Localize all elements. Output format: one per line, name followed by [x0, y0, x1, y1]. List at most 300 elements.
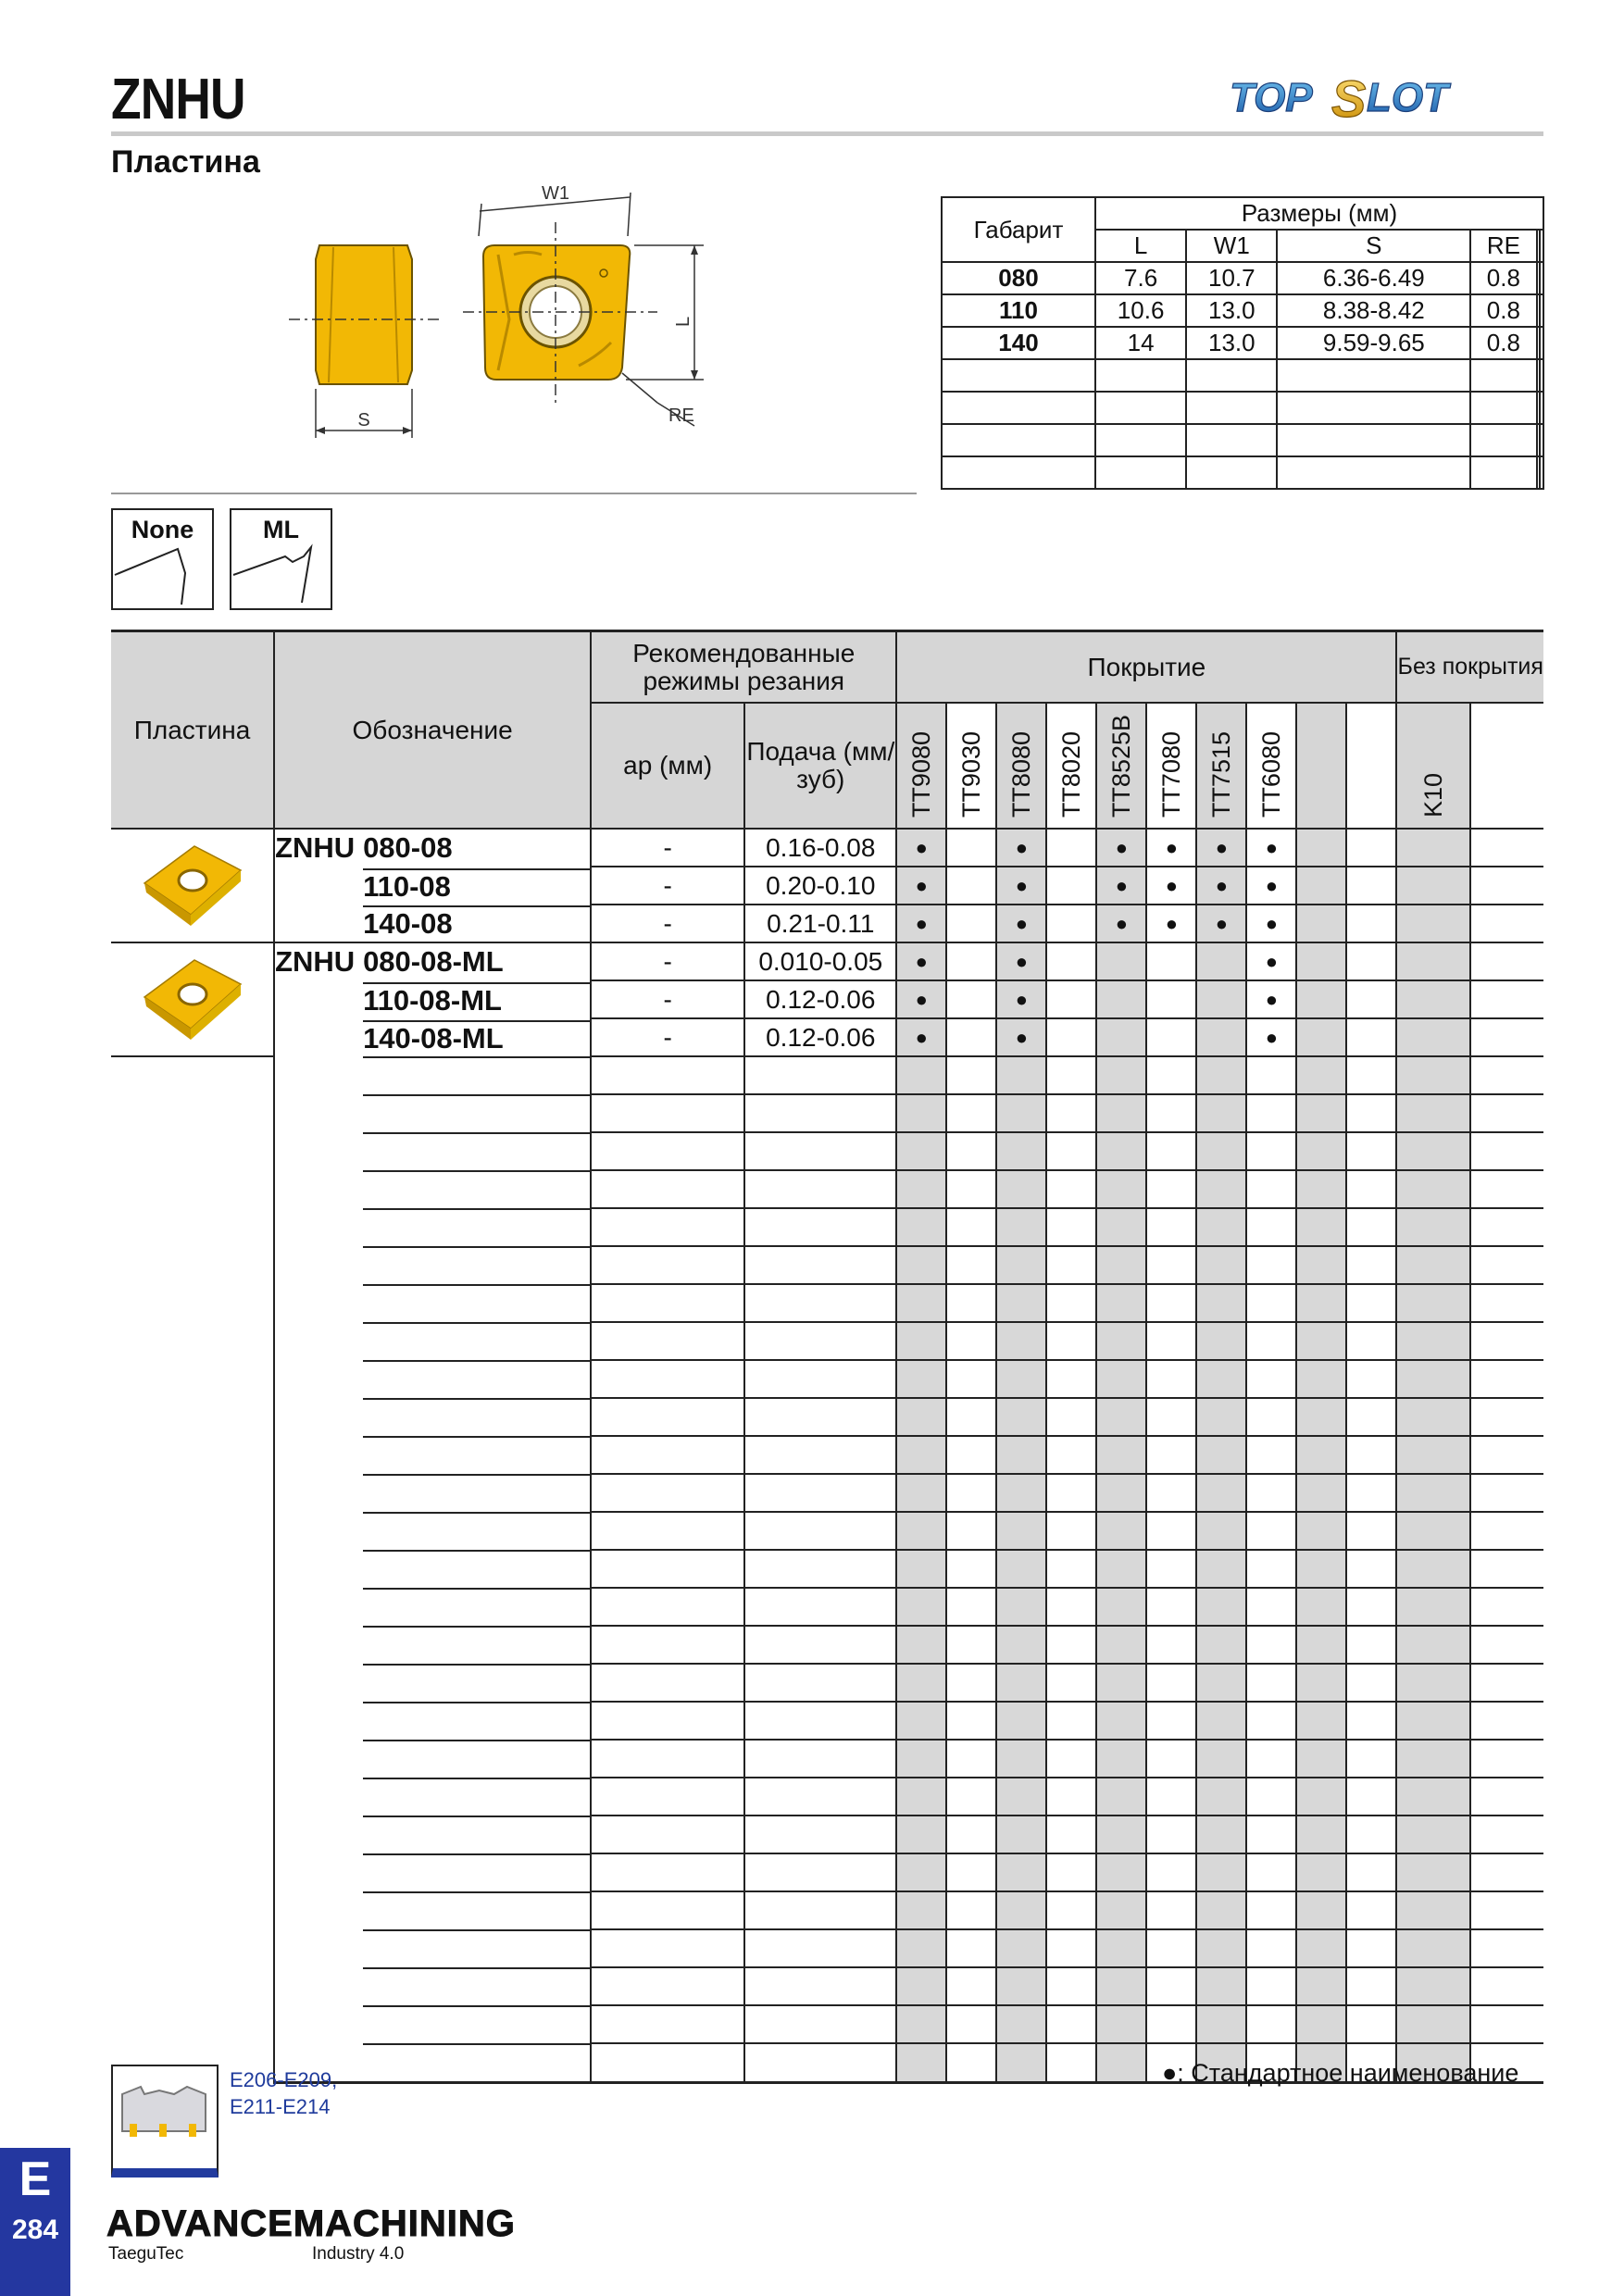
grade-cell	[1396, 1132, 1470, 1170]
grade-cell	[1246, 1132, 1296, 1170]
grade-cell	[946, 1740, 996, 1778]
grade-cell	[1196, 1626, 1246, 1664]
designation-code: 110-08	[363, 868, 590, 904]
grade-cell	[1396, 1664, 1470, 1702]
table-row	[111, 1816, 1543, 1853]
designation-cell	[274, 2005, 591, 2043]
grade-cell	[946, 1588, 996, 1626]
grade-cell	[1246, 1322, 1296, 1360]
grade-cell	[1346, 1664, 1396, 1702]
grade-cell	[1196, 1664, 1246, 1702]
grade-cell	[1096, 1132, 1146, 1170]
grade-cell	[996, 1626, 1046, 1664]
designation-cell	[274, 1702, 591, 1740]
table-row	[111, 1132, 1543, 1170]
grade-cell	[1346, 905, 1396, 942]
ap-cell	[591, 1702, 744, 1740]
designation-cell	[274, 1626, 591, 1664]
table-row	[111, 867, 1543, 905]
grade-label: TT8020	[1056, 730, 1085, 817]
table-row	[111, 1322, 1543, 1360]
grade-cell	[1296, 1778, 1346, 1816]
feed-cell	[744, 1512, 896, 1550]
chipbreaker-none	[111, 508, 214, 610]
grade-cell	[1296, 1816, 1346, 1853]
ap-cell	[591, 1170, 744, 1208]
designation-cell	[274, 1170, 591, 1208]
grade-cell	[1246, 1929, 1296, 1967]
grade-cell	[1246, 1778, 1296, 1816]
grade-cell	[1396, 829, 1470, 867]
grade-cell	[996, 1360, 1046, 1398]
grade-cell	[896, 2043, 946, 2083]
designation-code	[363, 1816, 590, 1853]
table-row	[111, 1398, 1543, 1436]
designation-code	[363, 1132, 590, 1170]
designation-cell	[274, 1436, 591, 1474]
grade-cell	[1296, 1246, 1346, 1284]
grade-cell	[1046, 1891, 1096, 1929]
grade-cell	[996, 2043, 1046, 2083]
grade-cell	[1346, 980, 1396, 1018]
grade-cell	[1246, 1170, 1296, 1208]
grade-cell	[946, 1853, 996, 1891]
feed-cell: 0.12-0.06	[744, 980, 896, 1018]
dims-size-cell: 110	[942, 294, 1095, 327]
designation-cell	[274, 829, 591, 867]
grade-cell	[1296, 942, 1346, 980]
grade-cell	[1396, 980, 1470, 1018]
col-uncoated-header: Без покрытия	[1396, 631, 1543, 704]
col-feed-header: Подача (мм/зуб)	[744, 703, 896, 829]
grade-cell	[1470, 1246, 1543, 1284]
page-subtitle: Пластина	[111, 144, 260, 180]
grade-cell	[1046, 1664, 1096, 1702]
dims-size-cell	[942, 392, 1095, 424]
table-row	[111, 1853, 1543, 1891]
table-row	[111, 942, 1543, 980]
grade-cell	[1396, 1626, 1470, 1664]
grade-cell	[1346, 1208, 1396, 1246]
ap-cell	[591, 1512, 744, 1550]
grade-cell	[1346, 1702, 1396, 1740]
designation-cell	[274, 1132, 591, 1170]
designation-code	[363, 1322, 590, 1360]
grade-cell	[946, 2043, 996, 2083]
designation-code	[363, 2043, 590, 2081]
grade-cell	[996, 1474, 1046, 1512]
grade-cell	[1470, 1891, 1543, 1929]
ap-cell	[591, 1891, 744, 1929]
grade-cell	[1096, 1094, 1146, 1132]
grade-cell	[1046, 2043, 1096, 2083]
grade-cell	[1196, 1246, 1246, 1284]
ap-cell	[591, 2005, 744, 2043]
grade-cell	[1246, 1702, 1296, 1740]
label-w1: W1	[542, 183, 569, 204]
insert-image	[137, 943, 248, 1047]
grade-cell	[1470, 2005, 1543, 2043]
grade-cell	[1246, 1664, 1296, 1702]
grade-label: TT7515	[1206, 730, 1235, 817]
grade-cell	[996, 1891, 1046, 1929]
grade-cell	[1470, 1929, 1543, 1967]
grade-label: K10	[1418, 772, 1447, 817]
grade-cell	[1046, 1436, 1096, 1474]
grade-cell	[946, 1929, 996, 1967]
dims-cell	[1277, 424, 1470, 456]
grade-cell	[1346, 1436, 1396, 1474]
table-row	[111, 1588, 1543, 1626]
grade-cell	[1246, 1284, 1296, 1322]
grade-header	[1046, 703, 1096, 829]
grade-cell	[1296, 1588, 1346, 1626]
designation-code	[363, 1360, 590, 1398]
grade-cell	[1346, 1094, 1396, 1132]
legend-note: ●: Стандартное наименование	[1162, 2059, 1519, 2087]
grade-cell	[1196, 980, 1246, 1018]
grade-cell	[996, 1740, 1046, 1778]
grade-cell	[946, 1626, 996, 1664]
grade-cell	[996, 1284, 1046, 1322]
grade-cell	[896, 1891, 946, 1929]
insert-image-cell	[111, 1056, 274, 2083]
ap-cell	[591, 1588, 744, 1626]
grade-cell	[1096, 1588, 1146, 1626]
grade-cell	[996, 1512, 1046, 1550]
availability-dot: ●	[996, 942, 1046, 980]
dims-cell	[1186, 392, 1277, 424]
grade-cell	[1396, 1360, 1470, 1398]
grade-cell	[1046, 1512, 1096, 1550]
grade-cell	[1096, 1474, 1146, 1512]
dims-cell	[1095, 456, 1186, 489]
grade-cell	[996, 1853, 1046, 1891]
grade-cell	[946, 1170, 996, 1208]
grade-cell	[896, 1702, 946, 1740]
page-ref-link[interactable]: E211-E214	[230, 2095, 331, 2118]
ap-cell: -	[591, 905, 744, 942]
grade-cell	[1146, 1664, 1196, 1702]
col-coated-header: Покрытие	[896, 631, 1396, 704]
table-row	[111, 980, 1543, 1018]
grade-cell	[1246, 1891, 1296, 1929]
table-row	[111, 1360, 1543, 1398]
ap-cell: -	[591, 867, 744, 905]
grade-cell	[1346, 1512, 1396, 1550]
grade-cell	[1096, 1550, 1146, 1588]
feed-cell	[744, 1891, 896, 1929]
grade-cell	[1146, 1360, 1196, 1398]
grade-cell	[1470, 1094, 1543, 1132]
grade-cell	[1296, 1474, 1346, 1512]
designation-code	[363, 1398, 590, 1436]
grade-cell	[1296, 1018, 1346, 1056]
grade-cell	[1196, 1929, 1246, 1967]
grade-cell	[1346, 1853, 1396, 1891]
grade-cell	[1246, 1056, 1296, 1094]
grade-cell	[1146, 1929, 1196, 1967]
grade-cell	[1396, 2005, 1470, 2043]
grade-cell	[896, 1436, 946, 1474]
feed-cell	[744, 1436, 896, 1474]
grade-cell	[896, 1588, 946, 1626]
page-ref-link[interactable]: E206-E209,	[230, 2068, 338, 2091]
feed-cell	[744, 1398, 896, 1436]
grade-cell	[946, 1436, 996, 1474]
grade-cell	[996, 1778, 1046, 1816]
logo-sub-left: TaeguTec	[108, 2244, 184, 2264]
grade-cell	[1096, 1246, 1146, 1284]
grade-cell	[1346, 1474, 1396, 1512]
designation-cell	[274, 1208, 591, 1246]
grade-cell	[1296, 2005, 1346, 2043]
grade-cell	[1470, 1322, 1543, 1360]
dims-row	[942, 327, 1543, 359]
grade-cell	[1196, 1436, 1246, 1474]
col-insert-header: Пластина	[111, 631, 274, 830]
grade-cell	[1296, 1702, 1346, 1740]
grade-cell	[1146, 1436, 1196, 1474]
grade-cell	[1146, 1778, 1196, 1816]
dims-size-cell: 080	[942, 262, 1095, 294]
dims-cell: 14	[1095, 327, 1186, 359]
grade-cell	[1470, 867, 1543, 905]
ap-cell	[591, 1094, 744, 1132]
grade-cell	[1146, 1816, 1196, 1853]
grade-cell	[1346, 829, 1396, 867]
ap-cell	[591, 1322, 744, 1360]
dims-cell: 13.0	[1186, 294, 1277, 327]
dims-cell: 7.6	[1095, 262, 1186, 294]
designation-code	[363, 1853, 590, 1891]
grade-cell	[1396, 905, 1470, 942]
grade-header	[1196, 703, 1246, 829]
section-letter: E	[19, 2152, 52, 2206]
designation-cell	[274, 1816, 591, 1853]
grade-cell	[1470, 1853, 1543, 1891]
grade-cell	[1246, 1436, 1296, 1474]
grade-cell	[896, 1170, 946, 1208]
grade-cell	[1246, 1360, 1296, 1398]
grade-cell	[1196, 1056, 1246, 1094]
ap-cell	[591, 1208, 744, 1246]
grade-cell	[1146, 1702, 1196, 1740]
grade-cell	[1470, 1056, 1543, 1094]
grade-cell	[1146, 1398, 1196, 1436]
grade-cell	[996, 1208, 1046, 1246]
grade-cell	[1046, 942, 1096, 980]
grade-cell	[1046, 1322, 1096, 1360]
grade-cell	[1296, 1132, 1346, 1170]
ap-cell	[591, 1853, 744, 1891]
table-row	[111, 2005, 1543, 2043]
table-row	[111, 1208, 1543, 1246]
dims-cell	[1186, 359, 1277, 392]
table-row	[111, 1740, 1543, 1778]
grade-cell	[1146, 1018, 1196, 1056]
grade-cell	[1046, 1550, 1096, 1588]
grade-cell	[1246, 2005, 1296, 2043]
grade-cell	[1046, 1208, 1096, 1246]
grade-cell	[1246, 1588, 1296, 1626]
feed-cell	[744, 1322, 896, 1360]
designation-cell	[274, 942, 591, 980]
grade-cell	[1046, 867, 1096, 905]
designation-code	[363, 1626, 590, 1664]
dims-cell: 10.7	[1186, 262, 1277, 294]
grade-cell	[896, 1474, 946, 1512]
designation-cell	[274, 867, 591, 905]
dims-cell	[1540, 327, 1543, 359]
designation-cell	[274, 1322, 591, 1360]
grade-cell	[1296, 1891, 1346, 1929]
grade-cell	[996, 1436, 1046, 1474]
feed-cell: 0.16-0.08	[744, 829, 896, 867]
designation-cell	[274, 1056, 591, 1094]
grade-cell	[1046, 1474, 1096, 1512]
availability-dot: ●	[1246, 829, 1296, 867]
ap-cell: -	[591, 980, 744, 1018]
dims-cell	[1470, 359, 1536, 392]
grade-cell	[896, 1929, 946, 1967]
grade-cell	[1246, 1967, 1296, 2005]
grade-cell	[896, 2005, 946, 2043]
grade-cell	[896, 1853, 946, 1891]
grade-cell	[1196, 1284, 1246, 1322]
grade-cell	[1396, 1550, 1470, 1588]
grade-cell	[1246, 1474, 1296, 1512]
grade-cell	[1396, 1094, 1470, 1132]
grade-cell	[946, 1246, 996, 1284]
grade-cell	[1146, 2005, 1196, 2043]
chipbreaker-label: None	[131, 516, 194, 543]
grade-cell	[1096, 1360, 1146, 1398]
table-row	[111, 1436, 1543, 1474]
grade-label: TT6080	[1256, 730, 1285, 817]
designation-code	[363, 1702, 590, 1740]
dims-group-header: Размеры (мм)	[1095, 197, 1543, 230]
grade-cell	[1470, 1816, 1543, 1853]
dims-col-s: S	[1277, 230, 1470, 262]
grade-cell	[1046, 980, 1096, 1018]
table-row	[111, 905, 1543, 942]
grade-cell	[1196, 942, 1246, 980]
grade-cell	[1146, 1967, 1196, 2005]
designation-code: 080-08	[363, 831, 453, 864]
grade-cell	[1470, 1398, 1543, 1436]
grade-cell	[896, 1208, 946, 1246]
grade-cell	[1470, 1170, 1543, 1208]
grade-cell	[1346, 1891, 1396, 1929]
designation-cell	[274, 1094, 591, 1132]
feed-cell	[744, 1816, 896, 1853]
designation-cell	[274, 1360, 591, 1398]
chipbreaker-label: ML	[263, 516, 299, 543]
grade-cell	[1246, 1626, 1296, 1664]
grade-header	[1296, 703, 1346, 829]
grade-cell	[996, 1094, 1046, 1132]
ap-cell	[591, 1929, 744, 1967]
feed-cell	[744, 1778, 896, 1816]
grade-cell	[1096, 1967, 1146, 2005]
table-row	[111, 1550, 1543, 1588]
dims-size-cell	[942, 359, 1095, 392]
grade-label: TT9080	[906, 730, 935, 817]
dims-cell: 0.8	[1470, 262, 1536, 294]
grade-cell	[1046, 1246, 1096, 1284]
grade-cell	[996, 1967, 1046, 2005]
grade-cell	[1146, 1284, 1196, 1322]
feed-cell	[744, 1284, 896, 1322]
designation-code	[363, 1740, 590, 1778]
grade-cell	[1196, 1322, 1246, 1360]
feed-cell	[744, 1664, 896, 1702]
feed-cell	[744, 1094, 896, 1132]
advance-machining-logo	[106, 2203, 516, 2264]
grade-cell	[1346, 2005, 1396, 2043]
designation-code	[363, 1094, 590, 1132]
grade-cell	[1396, 1702, 1470, 1740]
grade-cell	[1470, 829, 1543, 867]
grade-cell	[1246, 1398, 1296, 1436]
grade-cell	[1296, 1664, 1346, 1702]
designation-cell	[274, 1474, 591, 1512]
grade-cell	[946, 1322, 996, 1360]
grade-cell	[1096, 1664, 1146, 1702]
grade-cell	[946, 905, 996, 942]
grade-cell	[1396, 942, 1470, 980]
grade-cell	[1096, 1322, 1146, 1360]
table-row	[111, 1018, 1543, 1056]
grade-cell	[1396, 1891, 1470, 1929]
dims-col-re: RE	[1470, 230, 1536, 262]
feed-cell	[744, 1702, 896, 1740]
feed-cell	[744, 1967, 896, 2005]
grade-cell	[1096, 1512, 1146, 1550]
availability-dot: ●	[1146, 905, 1196, 942]
designation-cell	[274, 1929, 591, 1967]
grade-cell	[1346, 1246, 1396, 1284]
grade-cell	[896, 1778, 946, 1816]
availability-dot: ●	[996, 867, 1046, 905]
grade-cell	[1046, 2005, 1096, 2043]
grade-cell	[1296, 1853, 1346, 1891]
grade-cell	[946, 1778, 996, 1816]
grade-cell	[1470, 1512, 1543, 1550]
label-s: S	[357, 410, 370, 430]
ap-cell	[591, 1360, 744, 1398]
designation-cell	[274, 1398, 591, 1436]
grade-cell	[1246, 1246, 1296, 1284]
grade-cell	[1470, 1740, 1543, 1778]
designation-cell	[274, 1664, 591, 1702]
grade-cell	[1470, 1702, 1543, 1740]
col-designation-header: Обозначение	[274, 631, 591, 830]
grade-cell	[1096, 980, 1146, 1018]
feed-cell	[744, 1626, 896, 1664]
grade-cell	[1196, 1967, 1246, 2005]
grade-header	[1396, 703, 1470, 829]
grade-cell	[1296, 1094, 1346, 1132]
grade-cell	[1046, 829, 1096, 867]
grade-cell	[996, 1246, 1046, 1284]
availability-dot: ●	[1246, 905, 1296, 942]
grade-header	[1146, 703, 1196, 829]
ap-cell: -	[591, 1018, 744, 1056]
dims-col-l: L	[1095, 230, 1186, 262]
grade-label: TT8080	[1006, 730, 1035, 817]
